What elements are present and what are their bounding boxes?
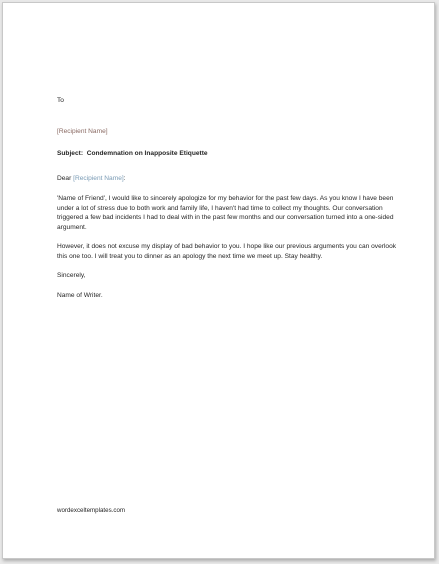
- closing: Sincerely,: [57, 272, 86, 279]
- recipient-name-placeholder: [Recipient Name]: [57, 128, 108, 135]
- letter-page: [2, 2, 435, 559]
- salutation: [57, 174, 407, 184]
- subject-line: [57, 149, 407, 159]
- subject-label: Subject:: [57, 150, 84, 157]
- subject-text: Condemnation on Inapposite Etiquette: [86, 150, 208, 157]
- dear-label: Dear: [57, 175, 72, 182]
- body-paragraph-2: However, it does not excuse my display of bad behavior to you. I hope like our previous arguments you can overlook this one too. I will treat you to dinner as an apology the next time we meet up. Stay healthy.: [57, 243, 397, 260]
- dear-recipient-placeholder: [Recipient Name]: [73, 175, 124, 182]
- dear-punctuation: :: [123, 175, 126, 182]
- signature: Name of Writer.: [57, 292, 103, 299]
- footer-site: wordexceltemplates.com: [57, 507, 126, 514]
- to-label: To: [57, 97, 64, 104]
- body-paragraph-1: 'Name of Friend', I would like to sincerely apologize for my behavior for the past few days. As you know I have been under a lot of stress due to both work and family life, I haven't had time to collect my thoughts. Our conversation triggered a few bad incidents I had to deal with in the past few months and our conversation turned into a one-sided argument.: [57, 195, 394, 231]
